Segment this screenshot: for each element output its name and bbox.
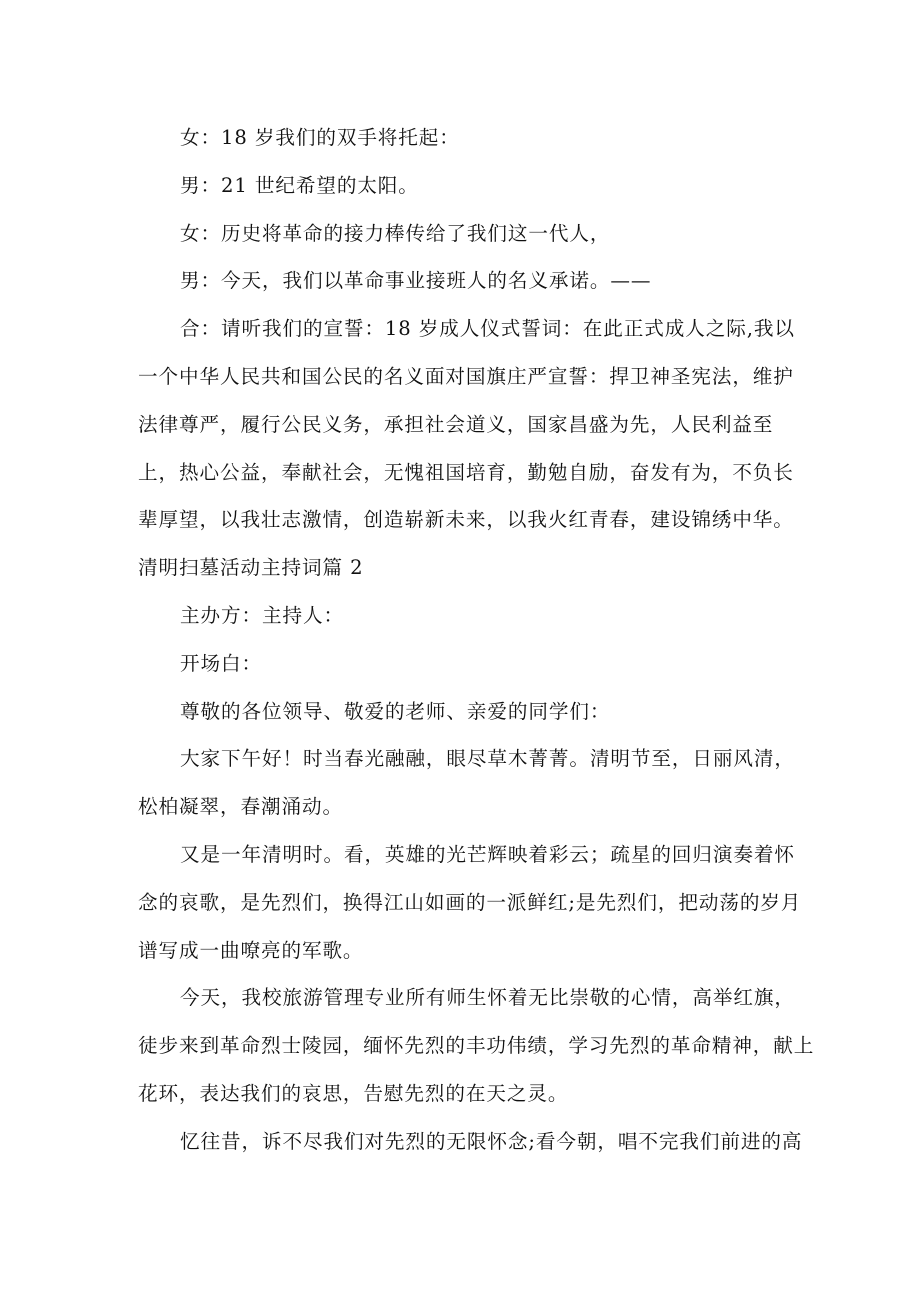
paragraph-line: 又是一年清明时。看，英雄的光芒辉映着彩云；疏星的回归演奏着怀: [180, 842, 795, 866]
paragraph-line: 徒步来到革命烈士陵园，缅怀先烈的丰功伟绩，学习先烈的革命精神，献上: [138, 1034, 815, 1058]
paragraph-line: 女：历史将革命的接力棒传给了我们这一代人，: [180, 221, 611, 245]
section-heading: 清明扫墓活动主持词篇 2: [138, 556, 364, 580]
paragraph-line: 开场白：: [180, 651, 262, 675]
paragraph-line: 谱写成一曲嘹亮的军歌。: [138, 938, 364, 962]
paragraph-line: 法律尊严，履行公民义务，承担社会道义，国家昌盛为先，人民利益至: [138, 412, 774, 436]
paragraph-line: 忆往昔，诉不尽我们对先烈的无限怀念;看今朝，唱不完我们前进的高: [180, 1129, 803, 1153]
paragraph-line: 尊敬的各位领导、敬爱的老师、亲爱的同学们：: [180, 699, 611, 723]
paragraph-line: 主办方：主持人：: [180, 603, 344, 627]
paragraph-line: 上，热心公益，奉献社会，无愧祖国培育，勤勉自励，奋发有为，不负长: [138, 460, 794, 484]
paragraph-line: 念的哀歌，是先烈们，换得江山如画的一派鲜红;是先烈们，把动荡的岁月: [138, 890, 802, 914]
paragraph-line: 女：18 岁我们的双手将托起：: [180, 126, 460, 149]
paragraph-line: 合：请听我们的宣誓：18 岁成人仪式誓词：在此正式成人之际,我以: [180, 317, 795, 341]
paragraph-line: 男：今天，我们以革命事业接班人的名义承诺。——: [180, 269, 652, 293]
paragraph-line: 今天，我校旅游管理专业所有师生怀着无比崇敬的心情，高举红旗，: [180, 986, 795, 1010]
document-body: [138, 114, 815, 1166]
paragraph-line: 花环，表达我们的哀思，告慰先烈的在天之灵。: [138, 1081, 569, 1105]
paragraph-line: 大家下午好！时当春光融融，眼尽草木菁菁。清明节至，日丽风清，: [180, 747, 795, 771]
paragraph-line: 松柏凝翠，春潮涌动。: [138, 795, 343, 819]
paragraph-line: 男：21 世纪希望的太阳。: [180, 173, 419, 197]
paragraph-line: 一个中华人民共和国公民的名义面对国旗庄严宣誓：捍卫神圣宪法，维护: [138, 364, 794, 388]
paragraph-line: 辈厚望，以我壮志激情，创造崭新未来，以我火红青春，建设锦绣中华。: [138, 508, 794, 532]
